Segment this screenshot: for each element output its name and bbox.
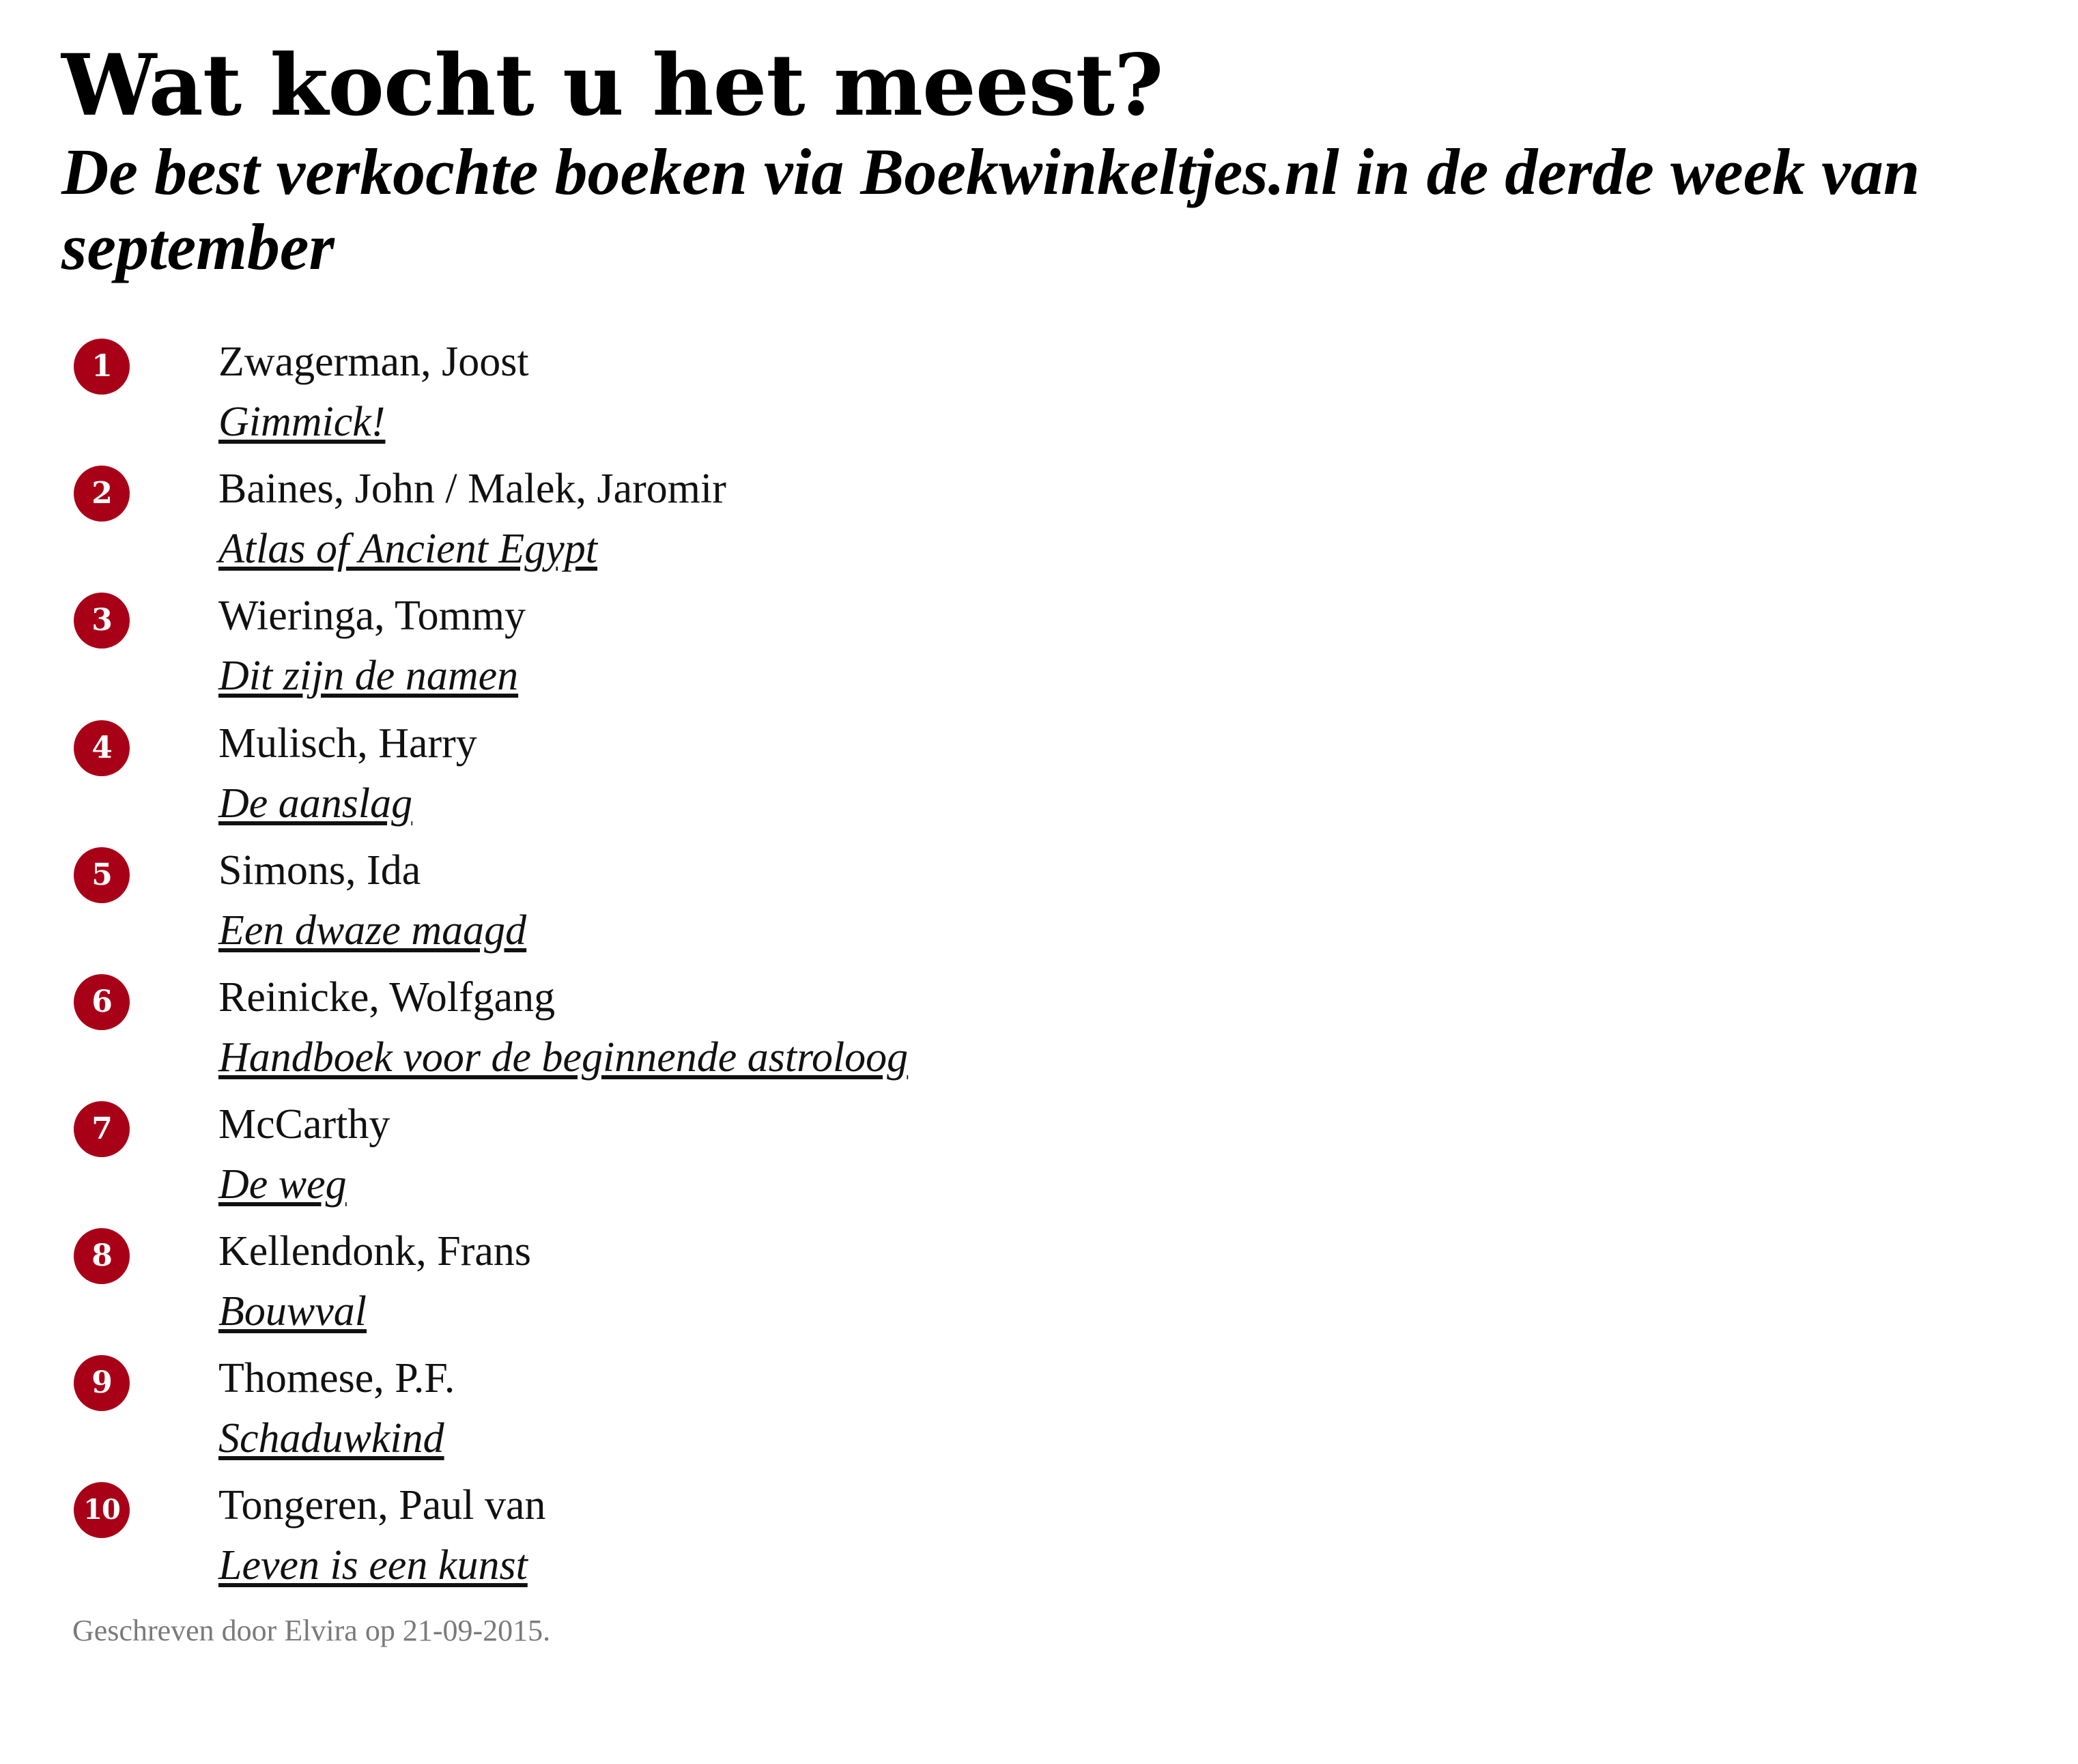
book-author: Tongeren, Paul van: [218, 1481, 546, 1528]
book-title-line: [218, 1281, 2017, 1341]
book-title-line: [218, 519, 2017, 579]
rank-badge: 9: [74, 1355, 130, 1411]
rank-badge-wrapper: [61, 840, 218, 903]
rank-badge-wrapper: [61, 586, 218, 649]
rank-badge-wrapper: [61, 459, 218, 522]
rank-badge-wrapper: [61, 967, 218, 1030]
list-item: [61, 1475, 2017, 1595]
rank-badge: 4: [74, 720, 130, 776]
list-item: [61, 459, 2017, 579]
list-item-text: [218, 1348, 2017, 1468]
book-title-link[interactable]: Schaduwkind: [218, 1414, 444, 1462]
rank-badge-wrapper: [61, 713, 218, 776]
list-item-text: [218, 1475, 2017, 1595]
rank-badge: 1: [74, 339, 130, 395]
book-title-link[interactable]: Een dwaze maagd: [218, 907, 527, 954]
list-item: [61, 713, 2017, 834]
rank-badge-wrapper: [61, 1094, 218, 1157]
list-item-text: [218, 1221, 2017, 1341]
book-author: Baines, John / Malek, Jaromir: [218, 466, 726, 513]
book-title-line: [218, 1154, 2017, 1214]
list-item-text: [218, 967, 2017, 1087]
list-item-text: [218, 840, 2017, 961]
book-author: Zwagerman, Joost: [218, 339, 529, 386]
list-item: [61, 332, 2017, 452]
page-title: Wat kocht u het meest?: [61, 36, 1163, 135]
book-title-link[interactable]: Atlas of Ancient Egypt: [218, 526, 598, 573]
list-item-text: [218, 713, 2017, 834]
book-title-link[interactable]: De aanslag: [218, 780, 413, 827]
rank-badge-wrapper: [61, 1475, 218, 1538]
book-title-line: [218, 392, 2017, 452]
book-author: Reinicke, Wolfgang: [218, 973, 556, 1021]
rank-badge: 5: [74, 847, 130, 903]
rank-badge-wrapper: [61, 1348, 218, 1411]
rank-badge: 10: [74, 1482, 130, 1538]
book-title-link[interactable]: Gimmick!: [218, 399, 386, 446]
list-item: [61, 1094, 2017, 1214]
page-subtitle: De best verkochte boeken via Boekwinkeltjes.nl in de derde week van september: [61, 135, 1920, 283]
bestseller-list: [61, 332, 2017, 1595]
list-item-text: [218, 1094, 2017, 1214]
book-title-line: [218, 646, 2017, 706]
rank-badge: 7: [74, 1101, 130, 1157]
book-title-link[interactable]: Leven is een kunst: [218, 1541, 528, 1589]
book-title-link[interactable]: Handboek voor de beginnende astroloog: [218, 1034, 909, 1081]
list-item: [61, 967, 2017, 1087]
rank-badge: 6: [74, 974, 130, 1030]
book-title-link[interactable]: Bouwval: [218, 1288, 367, 1335]
rank-badge: 8: [74, 1228, 130, 1284]
rank-badge: 2: [74, 466, 130, 522]
book-title-link[interactable]: Dit zijn de namen: [218, 653, 519, 700]
book-author: McCarthy: [218, 1100, 390, 1148]
list-item: [61, 1221, 2017, 1341]
list-item-text: [218, 332, 2017, 452]
book-title-line: [218, 773, 2017, 834]
book-title-line: [218, 1027, 2017, 1087]
list-item: [61, 586, 2017, 706]
book-title-line: [218, 900, 2017, 961]
list-item-text: [218, 586, 2017, 706]
book-title-link[interactable]: De weg: [218, 1161, 347, 1208]
book-title-line: [218, 1408, 2017, 1468]
rank-badge-wrapper: [61, 1221, 218, 1284]
list-item: [61, 1348, 2017, 1468]
article-byline: Geschreven door Elvira op 21-09-2015.: [72, 1613, 551, 1647]
rank-badge-wrapper: [61, 332, 218, 395]
book-author: Mulisch, Harry: [218, 720, 477, 767]
book-author: Simons, Ida: [218, 847, 421, 894]
book-author: Thomese, P.F.: [218, 1354, 455, 1402]
book-title-line: [218, 1535, 2017, 1595]
book-author: Kellendonk, Frans: [218, 1227, 532, 1275]
list-item: [61, 840, 2017, 961]
rank-badge: 3: [74, 593, 130, 649]
list-item-text: [218, 459, 2017, 579]
book-author: Wieringa, Tommy: [218, 593, 526, 640]
